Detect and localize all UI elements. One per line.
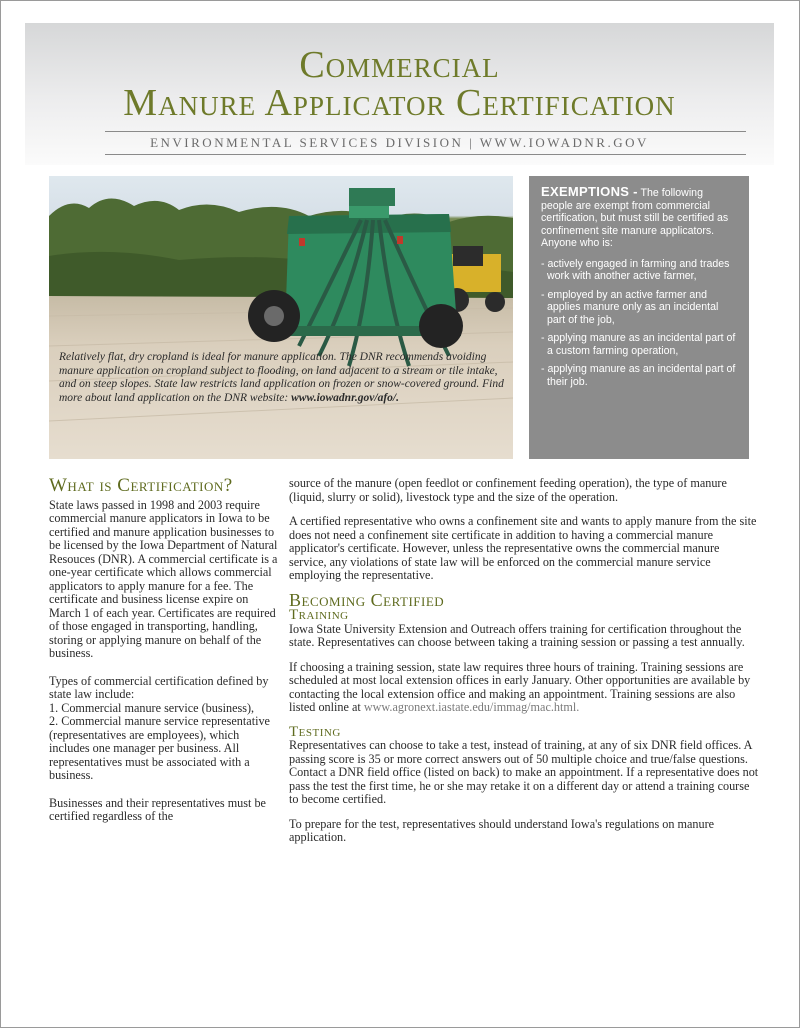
type-item-1: 1. Commercial manure service (business), xyxy=(49,700,255,715)
testing-heading: Testing xyxy=(289,723,341,740)
types-paragraph xyxy=(49,675,281,783)
left-column xyxy=(49,475,281,838)
continued-paragraph: source of the manure (open feedlot or confinement feeding operation), the type of manure (liquid, slurry or solid), livestock type and the size of the operation. xyxy=(289,476,727,504)
tank-neck xyxy=(349,206,389,218)
page-title-line2: Manure Applicator Certification xyxy=(123,82,676,124)
exemptions-title: EXEMPTIONS - xyxy=(541,184,638,199)
exemptions-list xyxy=(541,258,737,389)
exemption-item: - employed by an active farmer and applies manure only as an incidental part of the job, xyxy=(541,288,719,326)
right-column xyxy=(289,477,759,856)
caption-line-1: Relatively flat, dry cropland is xyxy=(59,351,199,363)
tank-wheel-left-hub xyxy=(264,306,284,326)
tail-light xyxy=(299,238,305,246)
page-title-line1: Commercial xyxy=(299,44,500,86)
exemptions-box xyxy=(529,176,749,459)
exemption-item: - applying manure as an incidental part of a custom farming operation, xyxy=(541,332,736,357)
header-rule-top xyxy=(105,131,746,132)
header-subtitle: ENVIRONMENTAL SERVICES DIVISION | WWW.IOWADNR.GOV xyxy=(150,135,649,150)
type-item-2: 2. Commercial manure service representative (representatives are employees), which includes one manager per business. All representatives must be associated with a business. xyxy=(49,714,270,782)
training-paragraph-2 xyxy=(289,661,759,715)
training-url-link[interactable]: www.agronext.iastate.edu/immag/mac.html. xyxy=(363,700,580,714)
tank-wheel-right xyxy=(419,304,463,348)
training-paragraph-1: Iowa State University Extension and Outreach offers training for certification throughout the state. Representatives can choose between taking a training session or passing a test annually. xyxy=(289,621,745,649)
caption-line-2: ideal for manure application. xyxy=(201,351,337,363)
caption-body: The DNR recommends avoiding manure application on cropland subject to flooding, on land adjacent to a stream or tile intake, and on steep slopes. State law restricts land application on frozen or snow-covered ground. Find more about land application on the DNR website: xyxy=(59,351,504,404)
caption-url-link[interactable]: www.iowadnr.gov/afo/. xyxy=(291,391,399,404)
header-rule-bottom xyxy=(105,154,746,155)
what-is-certification-heading: What is Certification? xyxy=(49,475,233,496)
testing-paragraph-1: Representatives can choose to take a test, instead of training, at any of six DNR field offices. A passing score is 35 or more correct answers out of 50 multiple choice and true/false questions. Contact a DNR field office (listed on back) to make an appointment. If a representative does not pass the test the first time, he or she may retake it on a different day or attend a training course to become certified. xyxy=(289,738,759,806)
photo-caption xyxy=(59,351,509,405)
tank-top xyxy=(349,188,395,206)
testing-paragraph-2: To prepare for the test, representatives should understand Iowa's regulations on manure application. xyxy=(289,816,715,844)
manure-applicator-photo xyxy=(49,176,513,459)
training-heading: Training xyxy=(289,607,349,623)
yellow-tractor-cab xyxy=(453,246,483,266)
yellow-tractor-wheel-2 xyxy=(485,292,505,312)
exemption-item: - actively engaged in farming and trades work with another active farmer, xyxy=(541,257,730,282)
exemption-item: - applying manure as an incidental part of their job. xyxy=(541,363,736,388)
types-intro: Types of commercial certification defined by state law include: xyxy=(49,673,269,701)
header-banner xyxy=(25,23,774,165)
what-is-paragraph: State laws passed in 1998 and 2003 require commercial manure applicators in Iowa to be certified and manure application businesses to be licensed by the Iowa Department of Natural Resouces (DNR). A commercial certificate is a one-year certificate which allows commercial applicators to apply manure for a fee. The certificate and business license expire on March 1 of each year. Certificates are required of those engaged in transporting, handling, storing or applying manure on behalf of the business. xyxy=(49,497,278,660)
tail-light-2 xyxy=(397,236,403,244)
tractor-illustration xyxy=(49,176,513,459)
representative-paragraph: A certified representative who owns a confinement site and wants to apply manure from the site does not need a confinement site certificate in addition to having a commercial manure applicator's certificate. However, unless the representative owns the commercial manure service, any violations of state law will be enforced on the commercial manure service employing the representative. xyxy=(289,514,757,582)
becoming-certified-heading: Becoming Certified xyxy=(289,589,445,610)
exemptions-intro: The following people are exempt from commercial certification, but must still be certified as confinement site manure applicators. Anyone who is: xyxy=(541,187,729,249)
businesses-paragraph: Businesses and their representatives must be certified regardless of the xyxy=(49,795,266,823)
training-paragraph-2-text: If choosing a training session, state law requires three hours of training. Training sessions are scheduled at most local extension offices in early January. Other opportunities are available by contacting the local extension office and making an appointment. Training sessions are also listed online at xyxy=(289,659,751,714)
